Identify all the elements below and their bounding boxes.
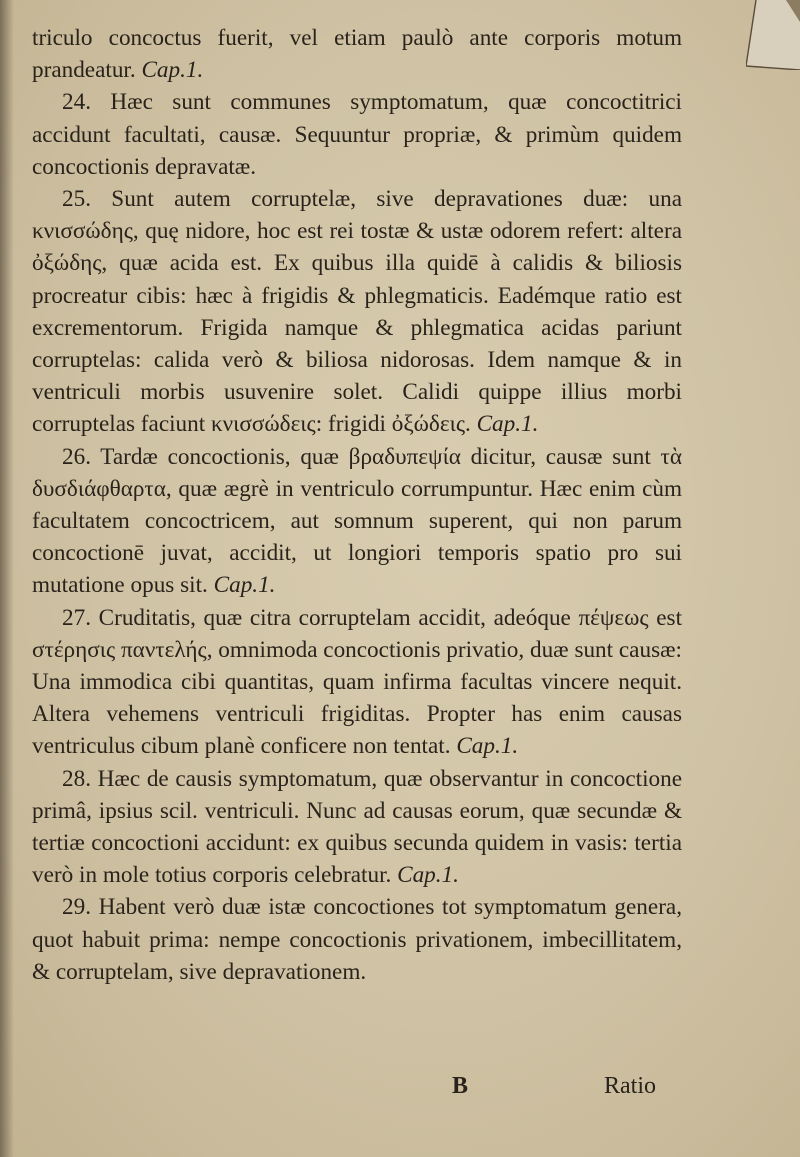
paragraph [32, 22, 682, 86]
chapter-reference: Cap.1. [456, 733, 519, 760]
chapter-reference: Cap.1. [213, 572, 276, 599]
paragraph-text: Habent verò duæ istæ concoctiones tot symptomatum genera, quot habuit prima: nempe concoctionis privationem, imbecillitatem, & corruptelam, sive depravationem. [32, 894, 682, 985]
paragraph-number: 28. [62, 765, 91, 792]
paragraph [32, 86, 682, 183]
paragraph [32, 763, 682, 892]
signature-mark: B [452, 1073, 469, 1099]
paragraph [32, 183, 682, 441]
chapter-reference: Cap.1. [141, 57, 204, 84]
paragraph-text: Sunt autem corruptelæ, sive depravationes duæ: una κνισσώδης, quę nidore, hoc est rei tostæ & ustæ odorem refert: altera ὀξώδης, quæ acida est. Ex quibus illa quidē à calidis & biliosis procreatur cibis: hæc à frigidis & phlegmaticis. Eadémque ratio est excrementorum. Frigida namque & phlegmatica acidas pariunt corruptelas: calida verò & biliosa nidorosas. Idem namque & in ventriculi morbis usuvenire solet. Calidi quippe illius morbi corruptelas faciunt κνισσώδεις: frigidi ὀξώδεις. [32, 186, 682, 438]
paragraph [32, 441, 682, 602]
page-footer [0, 1073, 800, 1113]
paragraph-text: Hæc sunt communes symptomatum, quæ concoctitrici accidunt facultati, causæ. Sequuntur propriæ, & primùm quidem concoctionis depravatæ. [32, 89, 683, 180]
body-text [32, 22, 682, 988]
paragraph-text: triculo concoctus fuerit, vel etiam paulò ante corporis motum prandeatur. [32, 25, 682, 84]
chapter-reference: Cap.1. [476, 411, 539, 438]
chapter-reference: Cap.1. [397, 862, 459, 889]
paragraph-number: 27. [62, 604, 91, 631]
paragraph-number: 29. [62, 894, 91, 921]
paragraph-number: 25. [62, 186, 91, 213]
paragraph-text: Tardæ concoctionis, quæ βραδυπεψία dicitur, causæ sunt τὰ δυσδιάφθαρτα, quæ ægrè in ventriculo corrumpuntur. Hæc enim cùm facultatem concoctricem, aut somnum superent, qui non parum concoctionē juvat, accidit, ut longiori temporis spatio pro sui mutatione opus sit. [32, 443, 682, 599]
binding-shadow [0, 0, 14, 1157]
paragraph-number: 26. [62, 443, 91, 470]
paragraph-text: Hæc de causis symptomatum, quæ observantur in concoctione primâ, ipsius scil. ventriculi. Nunc ad causas eorum, quæ secundæ & tertiæ concoctioni accidunt: ex quibus secunda quidem in vasis: tertia verò in mole totius corporis celebratur. [32, 765, 682, 889]
paragraph-number: 24. [62, 89, 91, 116]
folded-corner [746, 0, 800, 70]
paragraph-text: Cruditatis, quæ citra corruptelam accidit, adeóque πέψεως est στέρησις παντελής, omnimoda concoctionis privatio, duæ sunt causæ: Una immodica cibi quantitas, quam infirma facultas vincere nequit. Altera vehemens ventriculi frigiditas. Propter has enim causas ventriculus cibum planè conficere non tentat. [32, 604, 683, 760]
paragraph [32, 602, 682, 763]
catchword: Ratio [604, 1073, 656, 1099]
paragraph [32, 891, 682, 988]
